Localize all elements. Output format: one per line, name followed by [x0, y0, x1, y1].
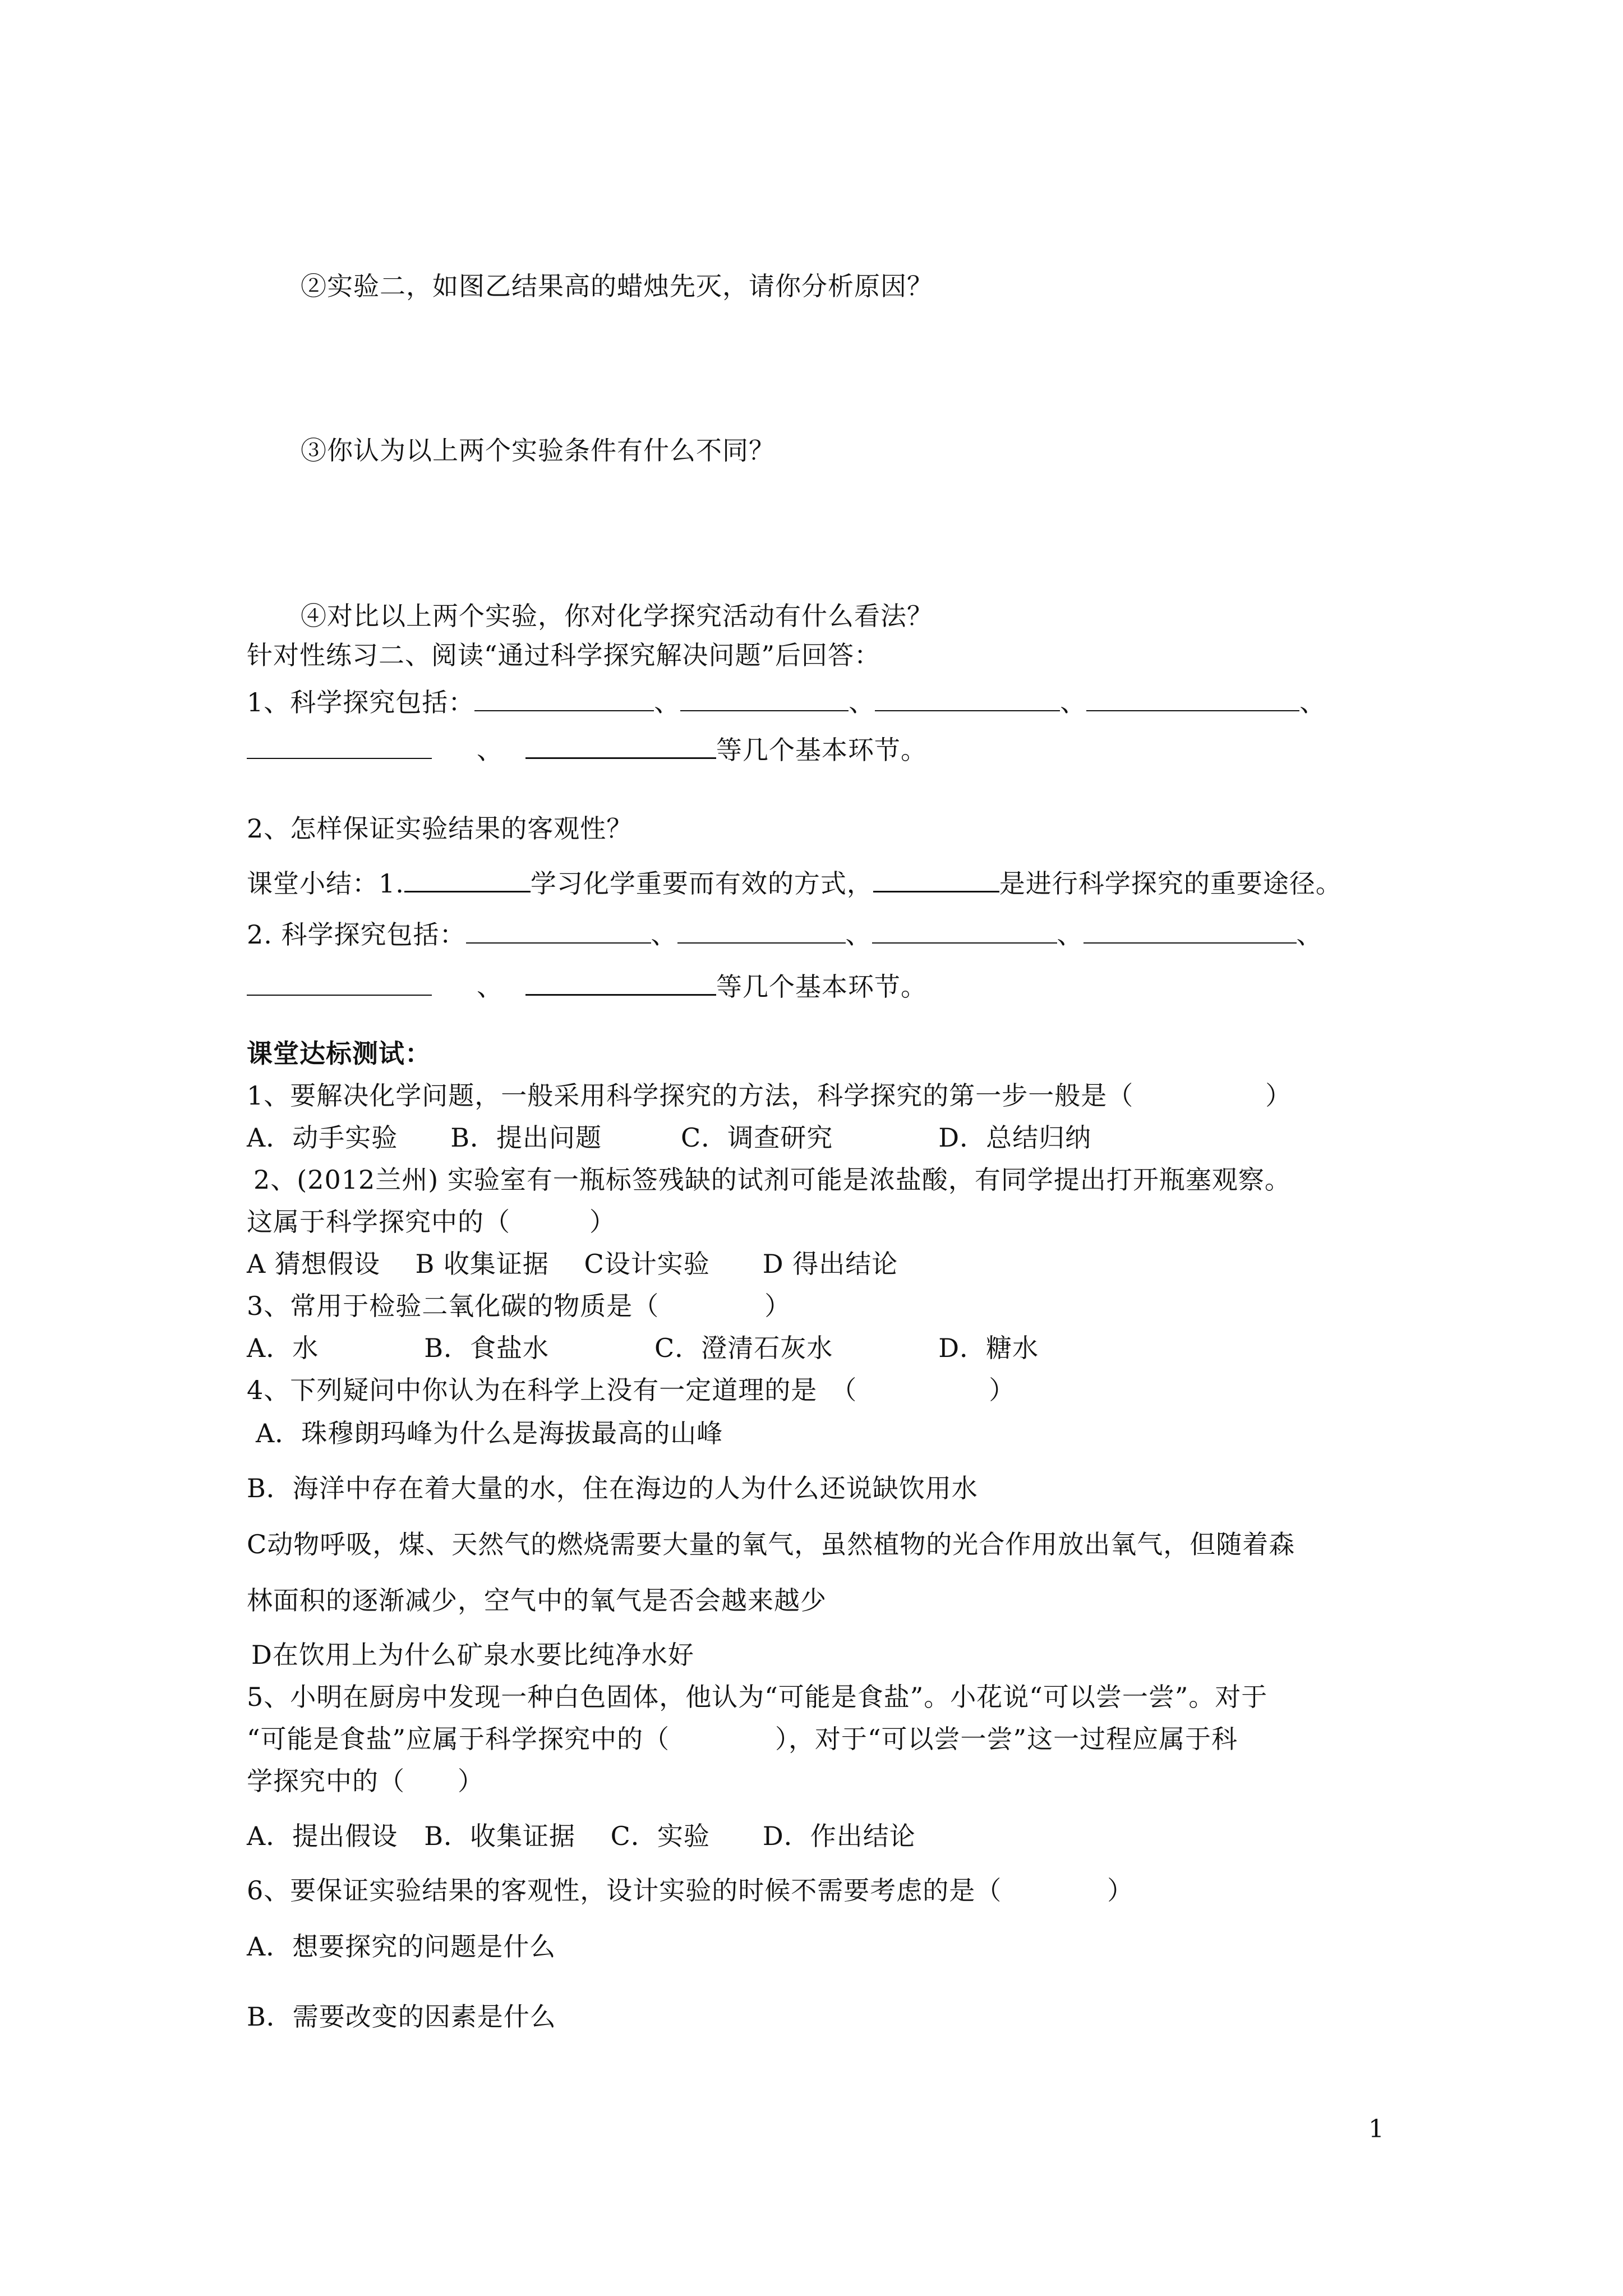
answer-blank[interactable] [677, 918, 846, 944]
test-question-5-cont: “可能是食盐”应属于科学探究中的（ ），对于“可以尝一尝”这一过程应属于科 [247, 1724, 1238, 1754]
question-4: ④对比以上两个实验，你对化学探究活动有什么看法？ [301, 601, 933, 631]
practice-2-title: 针对性练习二、阅读“通过科学探究解决问题”后回答： [247, 640, 881, 670]
test-question-4-option-b: B．海洋中存在着大量的水，住在海边的人为什么还说缺饮用水 [247, 1473, 978, 1503]
summary-2-end: 等几个基本环节。 [716, 972, 927, 1002]
summary-prefix: 课堂小结：1. [247, 868, 404, 899]
answer-blank[interactable] [1086, 685, 1299, 711]
class-summary-2 [247, 918, 1323, 951]
answer-blank[interactable] [474, 685, 654, 711]
separator: 、 [849, 687, 875, 717]
practice-item-1-prefix: 1、科学探究包括： [247, 687, 475, 717]
test-question-4-option-c-cont: 林面积的逐渐减少，空气中的氧气是否会越来越少 [247, 1585, 827, 1616]
question-3: ③你认为以上两个实验条件有什么不同？ [301, 435, 775, 466]
answer-blank[interactable] [247, 733, 432, 759]
separator: 、 [1060, 687, 1087, 717]
test-question-4-option-a: A．珠穆朗玛峰为什么是海拔最高的山峰 [256, 1418, 723, 1448]
test-question-2: 2、(2012兰州) 实验室有一瓶标签残缺的试剂可能是浓盐酸，有同学提出打开瓶塞观察。 [253, 1165, 1291, 1195]
separator: 、 [654, 687, 681, 717]
test-question-5: 5、小明在厨房中发现一种白色固体，他认为“可能是食盐”。小花说“可以尝一尝”。对于 [247, 1682, 1268, 1712]
separator: 、 [477, 972, 503, 1002]
separator: 、 [1296, 919, 1323, 950]
test-question-3-options: A．水 B．食盐水 C．澄清石灰水 D．糖水 [247, 1333, 1039, 1363]
answer-blank[interactable] [1083, 918, 1297, 944]
test-question-5-cont-2: 学探究中的（ ） [247, 1766, 484, 1796]
test-question-6-option-a: A．想要探究的问题是什么 [247, 1931, 556, 1962]
test-question-6-option-b: B．需要改变的因素是什么 [247, 2001, 556, 2032]
page-number: 1 [1368, 2115, 1384, 2143]
separator: 、 [477, 735, 503, 765]
test-question-4: 4、下列疑问中你认为在科学上没有一定道理的是 （ ） [247, 1375, 1016, 1405]
test-question-1: 1、要解决化学问题，一般采用科学探究的方法，科学探究的第一步一般是（ ） [247, 1080, 1292, 1111]
answer-blank[interactable] [872, 918, 1057, 944]
practice-item-2: 2、怎样保证实验结果的客观性？ [247, 813, 633, 844]
summary-mid: 学习化学重要而有效的方式， [530, 868, 873, 899]
test-question-2-cont: 这属于科学探究中的（ ） [247, 1207, 616, 1237]
answer-blank[interactable] [466, 918, 651, 944]
summary-end: 是进行科学探究的重要途径。 [999, 868, 1342, 899]
answer-blank[interactable] [525, 733, 716, 759]
answer-blank[interactable] [873, 866, 999, 892]
answer-blank[interactable] [247, 970, 432, 996]
separator: 、 [1299, 687, 1326, 717]
practice-item-1-cont [247, 733, 927, 767]
test-question-3: 3、常用于检验二氧化碳的物质是（ ） [247, 1291, 791, 1321]
answer-blank[interactable] [680, 685, 849, 711]
test-question-4-option-c: C动物呼吸，煤、天然气的燃烧需要大量的氧气，虽然植物的光合作用放出氧气，但随着森 [247, 1529, 1295, 1559]
practice-item-1 [247, 685, 1326, 719]
test-title: 课堂达标测试： [247, 1038, 431, 1069]
test-question-2-options: A 猜想假设 B 收集证据 C设计实验 D 得出结论 [247, 1249, 898, 1279]
test-question-1-options: A．动手实验 B．提出问题 C．调查研究 D．总结归纳 [247, 1122, 1092, 1153]
answer-blank[interactable] [525, 969, 716, 996]
practice-item-1-end: 等几个基本环节。 [716, 735, 927, 765]
test-question-6: 6、要保证实验结果的客观性，设计实验的时候不需要考虑的是（ ） [247, 1875, 1134, 1906]
summary-2-prefix: 2. 科学探究包括： [247, 919, 466, 950]
answer-blank[interactable] [404, 866, 531, 892]
class-summary-1 [247, 866, 1342, 900]
separator: 、 [651, 919, 677, 950]
answer-blank[interactable] [875, 685, 1060, 711]
test-question-5-options: A．提出假设 B．收集证据 C．实验 D．作出结论 [247, 1821, 916, 1851]
class-summary-2-cont [247, 969, 927, 1004]
question-2: ②实验二，如图乙结果高的蜡烛先灭，请你分析原因？ [301, 271, 933, 301]
test-question-4-option-d: D在饮用上为什么矿泉水要比纯净水好 [251, 1640, 694, 1670]
separator: 、 [845, 919, 872, 950]
separator: 、 [1057, 919, 1083, 950]
